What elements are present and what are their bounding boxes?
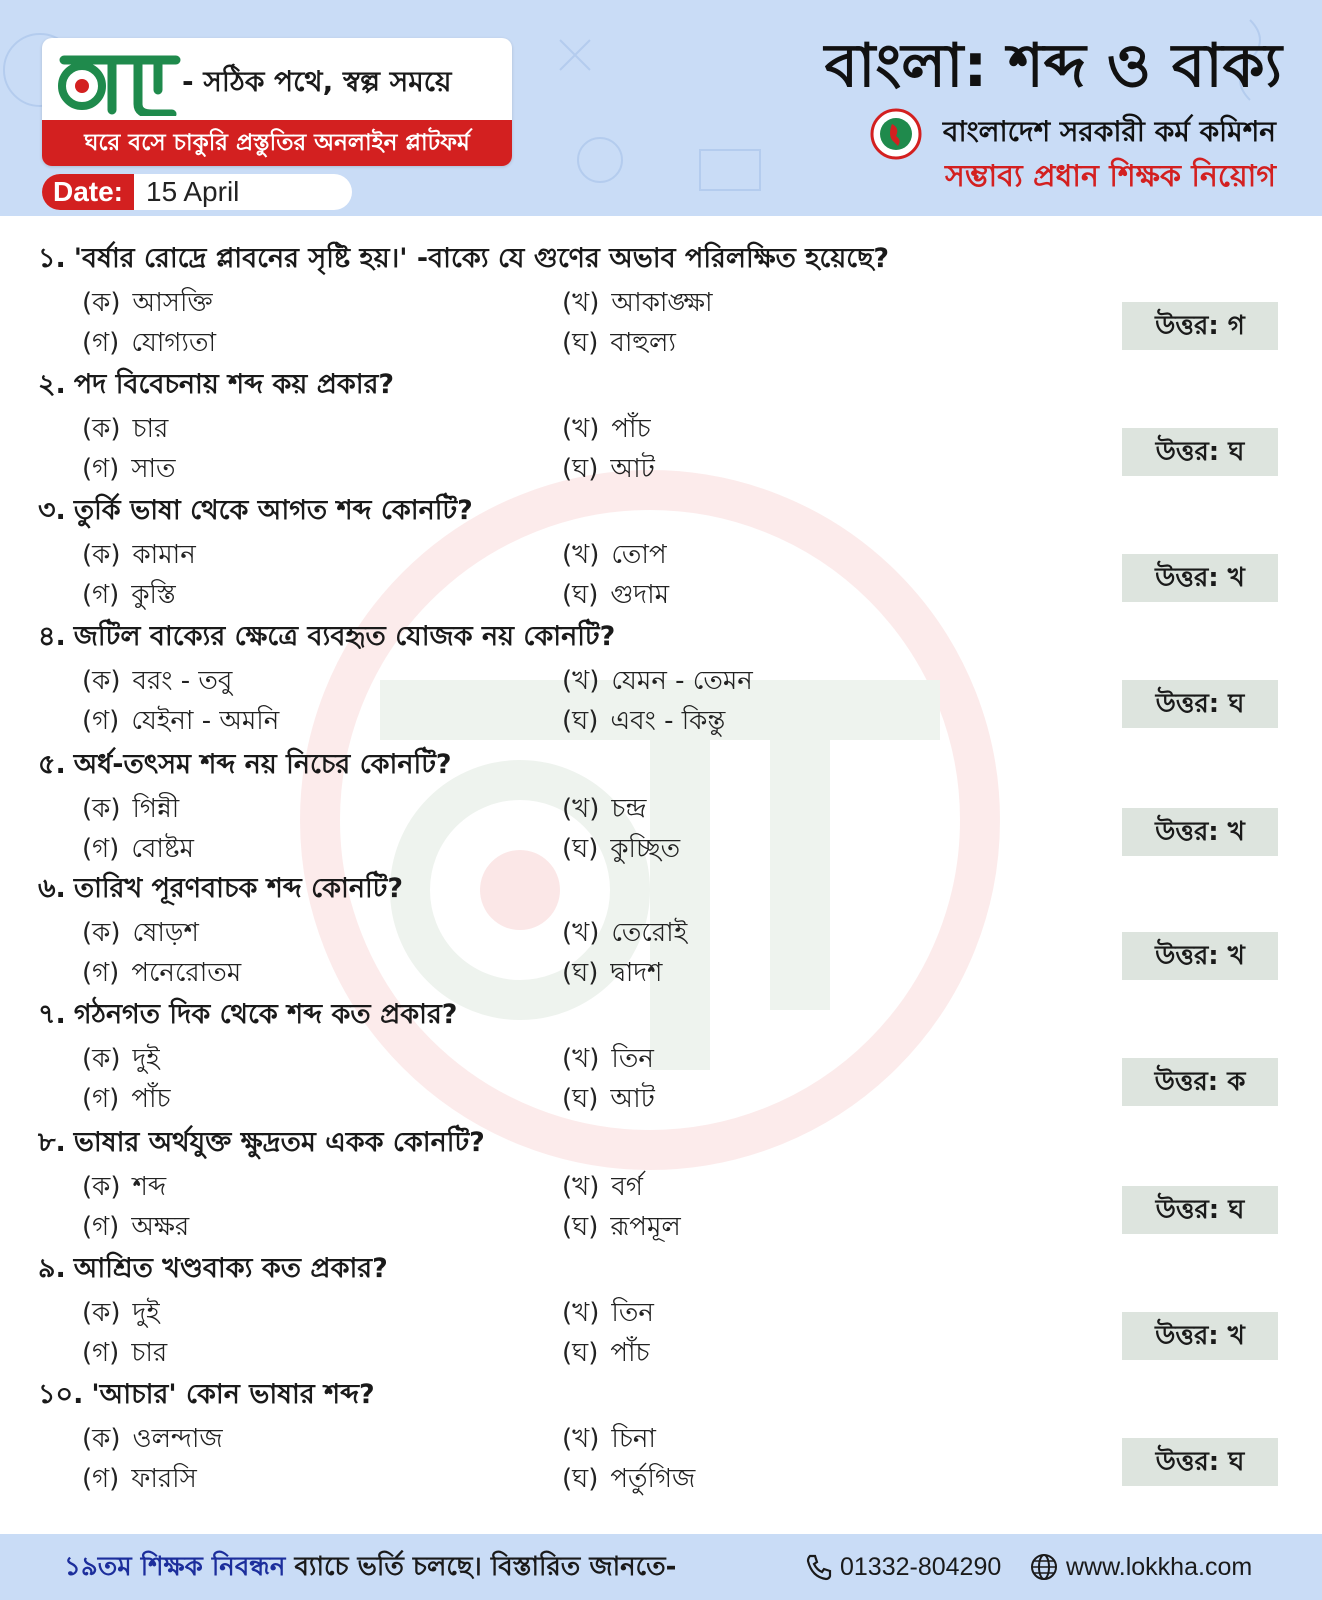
option-text: বোষ্টম — [131, 834, 194, 864]
option-c — [82, 1458, 197, 1502]
answer-box: উত্তর: ঘ — [1122, 428, 1278, 476]
answer-box: উত্তর: খ — [1122, 808, 1278, 856]
question-text — [38, 238, 889, 283]
option-key: (গ) — [82, 1464, 120, 1494]
brand-slogan: - সঠিক পথে, স্বল্প সময়ে — [182, 65, 452, 98]
option-a — [82, 912, 199, 956]
option-text: যোগ্যতা — [131, 328, 217, 358]
option-a — [82, 408, 168, 452]
question-number: ৯. — [38, 1253, 66, 1284]
option-key: (ঘ) — [562, 834, 599, 864]
question-number: ৭. — [38, 999, 66, 1030]
option-text: বর্গ — [611, 1172, 643, 1202]
question-block — [0, 1368, 1322, 1494]
question-number: ২. — [38, 369, 66, 400]
question-text — [38, 994, 457, 1039]
date-label: Date: — [42, 174, 134, 210]
option-text: চার — [131, 1338, 168, 1368]
answer-box: উত্তর: গ — [1122, 302, 1278, 350]
option-key: (গ) — [82, 580, 120, 610]
option-key: (খ) — [562, 666, 600, 696]
option-key: (ঘ) — [562, 454, 599, 484]
option-text: চার — [132, 414, 169, 444]
option-key: (ঘ) — [562, 706, 599, 736]
question-stem: অর্ধ-তৎসম শব্দ নয় নিচের কোনটি? — [73, 749, 452, 780]
option-text: তিন — [611, 1298, 654, 1328]
option-d — [562, 1458, 695, 1502]
question-text — [38, 364, 394, 409]
option-a — [82, 1166, 166, 1210]
option-key: (ঘ) — [562, 958, 599, 988]
option-key: (খ) — [562, 414, 600, 444]
option-key: (ঘ) — [562, 1212, 599, 1242]
option-text: শব্দ — [132, 1172, 167, 1202]
question-number: ১. — [38, 243, 66, 274]
question-number: ৩. — [38, 495, 66, 526]
option-key: (গ) — [82, 958, 120, 988]
question-text — [38, 1374, 375, 1419]
answer-box: উত্তর: ঘ — [1122, 680, 1278, 728]
website-link[interactable]: www.lokkha.com — [1066, 1553, 1253, 1581]
option-text: পাঁচ — [131, 1084, 171, 1114]
brand-banner: ঘরে বসে চাকুরি প্রস্তুতির অনলাইন প্লাটফর্ম — [42, 120, 512, 166]
question-block — [0, 484, 1322, 610]
option-b — [562, 1166, 643, 1210]
globe-icon — [1030, 1553, 1058, 1581]
option-key: (খ) — [562, 1424, 600, 1454]
commission-name: বাংলাদেশ সরকারী কর্ম কমিশন — [942, 115, 1276, 148]
header — [0, 0, 1322, 216]
option-a — [82, 1292, 160, 1336]
question-text — [38, 868, 403, 913]
answer-box: উত্তর: ঘ — [1122, 1438, 1278, 1486]
option-key: (ঘ) — [562, 1464, 599, 1494]
option-text: কুচ্ছিত — [610, 834, 681, 864]
brand-card — [42, 38, 512, 166]
option-text: বাহুল্য — [610, 328, 676, 358]
lokkha-logo-icon — [58, 48, 186, 116]
option-text: তোপ — [611, 540, 667, 570]
option-key: (খ) — [562, 1172, 600, 1202]
option-a — [82, 1038, 160, 1082]
option-text: গিন্নী — [132, 794, 180, 824]
option-text: এবং - কিন্তু — [610, 706, 726, 736]
option-text: বরং - তবু — [132, 666, 233, 696]
option-key: (ঘ) — [562, 580, 599, 610]
option-b — [562, 1292, 654, 1336]
option-b — [562, 1418, 656, 1462]
answer-box: উত্তর: ঘ — [1122, 1186, 1278, 1234]
option-key: (ক) — [82, 288, 121, 318]
option-text: তিন — [611, 1044, 654, 1074]
option-a — [82, 1418, 223, 1462]
exam-name: সম্ভাব্য প্রধান শিক্ষক নিয়োগ — [945, 159, 1276, 194]
option-key: (খ) — [562, 918, 600, 948]
question-stem: 'আচার' কোন ভাষার শব্দ? — [91, 1379, 375, 1410]
option-key: (খ) — [562, 288, 600, 318]
option-text: কুস্তি — [131, 580, 176, 610]
option-text: দুই — [132, 1298, 160, 1328]
option-text: ষোড়শ — [132, 918, 199, 948]
option-b — [562, 408, 651, 452]
option-text: আকাঙ্ক্ষা — [611, 288, 713, 318]
option-key: (ক) — [82, 540, 121, 570]
option-key: (ক) — [82, 414, 121, 444]
option-key: (গ) — [82, 1084, 120, 1114]
option-text: যেমন - তেমন — [611, 666, 753, 696]
date-value: 15 April — [146, 176, 240, 207]
question-block — [0, 738, 1322, 864]
option-text: অক্ষর — [131, 1212, 190, 1242]
option-text: আট — [610, 454, 655, 484]
question-block — [0, 1116, 1322, 1242]
answer-box: উত্তর: খ — [1122, 554, 1278, 602]
option-text: রূপমূল — [610, 1212, 681, 1242]
option-text: পর্তুগিজ — [610, 1464, 696, 1494]
option-text: আট — [610, 1084, 655, 1114]
option-a — [82, 788, 179, 832]
question-number: ৪. — [38, 621, 66, 652]
option-key: (ক) — [82, 794, 121, 824]
option-b — [562, 282, 713, 326]
question-stem: আশ্রিত খণ্ডবাক্য কত প্রকার? — [73, 1253, 388, 1284]
question-stem: পদ বিবেচনায় শব্দ কয় প্রকার? — [73, 369, 395, 400]
question-text — [38, 744, 452, 789]
question-block — [0, 862, 1322, 988]
option-text: চিনা — [611, 1424, 656, 1454]
option-key: (গ) — [82, 454, 120, 484]
footer-notice — [64, 1534, 676, 1600]
option-key: (ঘ) — [562, 328, 599, 358]
question-block — [0, 988, 1322, 1114]
option-text: যেইনা - অমনি — [131, 706, 280, 736]
option-key: (ক) — [82, 666, 121, 696]
option-text: তেরোই — [611, 918, 688, 948]
option-key: (ক) — [82, 1044, 121, 1074]
option-key: (খ) — [562, 1298, 600, 1328]
option-key: (গ) — [82, 834, 120, 864]
question-number: ৮. — [38, 1127, 66, 1158]
option-key: (ক) — [82, 1424, 121, 1454]
option-key: (গ) — [82, 706, 120, 736]
option-b — [562, 788, 646, 832]
question-stem: 'বর্ষার রোদ্রে প্লাবনের সৃষ্টি হয়।' -বাক্যে যে গুণের অভাব পরিলক্ষিত হয়েছে? — [73, 243, 890, 274]
question-number: ৬. — [38, 873, 66, 904]
option-a — [82, 534, 196, 578]
option-text: ফারসি — [131, 1464, 197, 1494]
question-number: ১০. — [38, 1379, 84, 1410]
option-key: (ঘ) — [562, 1338, 599, 1368]
phone-number[interactable]: 01332-804290 — [840, 1553, 1002, 1581]
option-b — [562, 1038, 654, 1082]
option-key: (খ) — [562, 794, 600, 824]
option-text: গুদাম — [610, 580, 670, 610]
question-block — [0, 610, 1322, 736]
question-stem: তুর্কি ভাষা থেকে আগত শব্দ কোনটি? — [73, 495, 473, 526]
question-block — [0, 1242, 1322, 1368]
footer-rest: ব্যাচে ভর্তি চলছে। বিস্তারিত জানতে- — [285, 1552, 677, 1582]
answer-box: উত্তর: খ — [1122, 1312, 1278, 1360]
option-text: কামান — [132, 540, 196, 570]
option-key: (খ) — [562, 540, 600, 570]
footer — [0, 1534, 1322, 1600]
option-text: চন্দ্র — [611, 794, 647, 824]
option-text: পাঁচ — [610, 1338, 650, 1368]
question-stem: গঠনগত দিক থেকে শব্দ কত প্রকার? — [73, 999, 458, 1030]
option-text: দ্বাদশ — [610, 958, 663, 988]
question-stem: জটিল বাক্যের ক্ষেত্রে ব্যবহৃত যোজক নয় কোনটি? — [73, 621, 616, 652]
question-text — [38, 1122, 485, 1167]
answer-box: উত্তর: খ — [1122, 932, 1278, 980]
question-stem: ভাষার অর্থযুক্ত ক্ষুদ্রতম একক কোনটি? — [73, 1127, 485, 1158]
option-key: (ক) — [82, 918, 121, 948]
option-text: দুই — [132, 1044, 160, 1074]
question-text — [38, 490, 473, 535]
answer-box: উত্তর: ক — [1122, 1058, 1278, 1106]
date-pill — [42, 174, 352, 210]
option-key: (খ) — [562, 1044, 600, 1074]
option-key: (গ) — [82, 1212, 120, 1242]
option-a — [82, 660, 232, 704]
option-key: (ক) — [82, 1172, 121, 1202]
page-title: বাংলা: শব্দ ও বাক্য — [824, 31, 1282, 101]
option-text: পাঁচ — [611, 414, 651, 444]
footer-highlight: ১৯তম শিক্ষক নিবন্ধন — [64, 1552, 286, 1582]
option-b — [562, 912, 687, 956]
option-b — [562, 534, 667, 578]
option-text: সাত — [131, 454, 176, 484]
option-b — [562, 660, 753, 704]
option-key: (গ) — [82, 328, 120, 358]
option-key: (ঘ) — [562, 1084, 599, 1114]
question-number: ৫. — [38, 749, 66, 780]
option-a — [82, 282, 213, 326]
question-text — [38, 1248, 388, 1293]
question-block — [0, 358, 1322, 484]
government-emblem-icon — [870, 108, 922, 160]
option-key: (ক) — [82, 1298, 121, 1328]
option-text: আসক্তি — [132, 288, 213, 318]
question-stem: তারিখ পূরণবাচক শব্দ কোনটি? — [73, 873, 404, 904]
option-key: (গ) — [82, 1338, 120, 1368]
option-text: ওলন্দাজ — [132, 1424, 223, 1454]
option-text: পনেরোতম — [131, 958, 242, 988]
question-block — [0, 232, 1322, 358]
phone-icon — [804, 1553, 832, 1581]
question-text — [38, 616, 615, 661]
